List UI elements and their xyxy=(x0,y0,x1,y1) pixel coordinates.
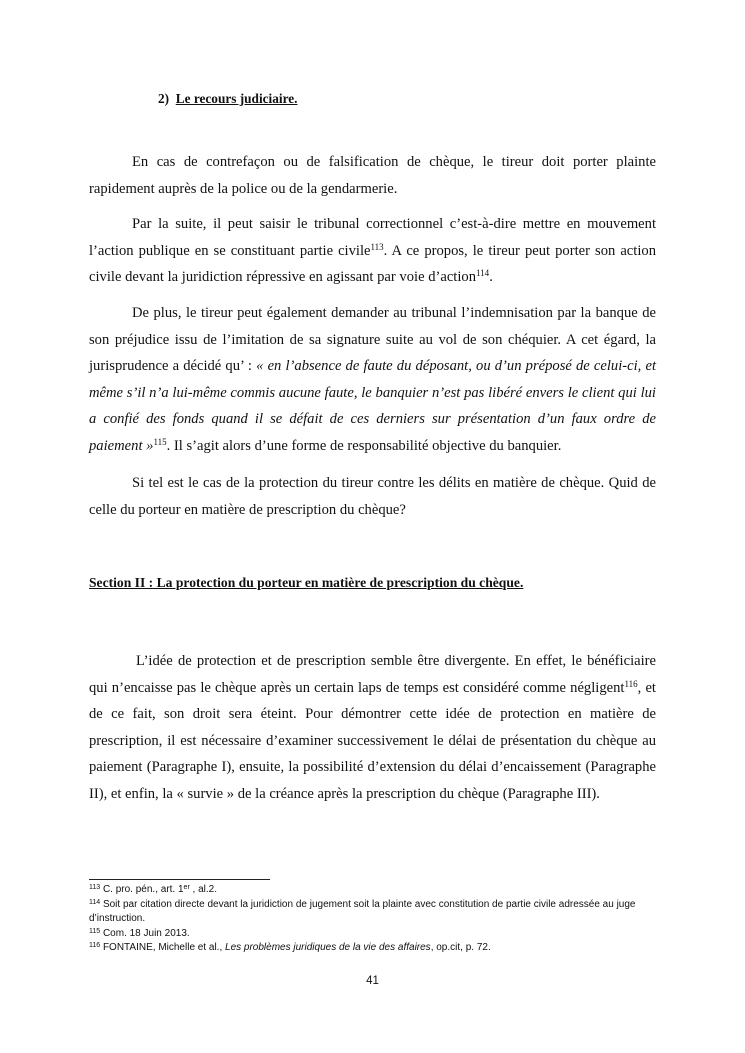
footnote-114: $^{114}$ Soit par citation directe devant la juridiction de jugement soit la plainte avec constitution de partie civile adressée au juge d’instruction. xyxy=(89,898,636,924)
footnote-separator xyxy=(89,879,270,880)
subsection-heading xyxy=(158,91,297,107)
paragraph-2 xyxy=(89,211,656,291)
paragraph-2-text-c: . xyxy=(489,269,493,286)
paragraph-1 xyxy=(89,149,656,202)
footnotes xyxy=(89,883,689,956)
footnote-ref-116: 116 xyxy=(624,678,638,689)
footnote-ref-113: 113 xyxy=(370,241,384,252)
paragraph-3 xyxy=(89,300,656,460)
section-heading: Section II : La protection du porteur en matière de prescription du chèque. xyxy=(89,575,524,590)
heading-number: 2) xyxy=(158,91,170,106)
footnote-116: $^{116}$ FONTAINE, Michelle et al., Les problèmes juridiques de la vie des affaires, op.cit, p. 72. xyxy=(89,942,491,953)
paragraph-4-text: Si tel est le cas de la protection du tireur contre les délits en matière de chèque. Quid de celle du porteur en matière de prescription du chèque? xyxy=(89,475,656,518)
footnote-ref-115: 115 xyxy=(153,436,167,447)
page-number: 41 xyxy=(366,975,379,987)
jurisprudence-quote: « en l’absence de faute du déposant, ou d’un préposé de celui-ci, et même s’il n’a lui-même commis aucune faute, le banquier n’est pas libéré envers le client qui lui a confié des fonds quand il se défait de ces derniers sur présentation d’un faux ordre de paiement » xyxy=(89,358,657,454)
paragraph-1-text: En cas de contrefaçon ou de falsification de chèque, le tireur doit porter plainte rapidement auprès de la police ou de la gendarmerie. xyxy=(89,154,656,197)
heading-title: Le recours judiciaire. xyxy=(175,91,298,106)
paragraph-2-text-b: . A ce propos, le tireur peut porter son action civile devant la juridiction répressive en agissant par voie d’action xyxy=(89,242,656,286)
paragraph-5 xyxy=(89,648,656,808)
paragraph-3-text-a: De plus, le tireur peut également demander au tribunal l’indemnisation par la banque de son préjudice issu de l’imitation de sa signature suite au vol de son chéquier. A cet égard, la jurisprudence a décidé qu’ : xyxy=(89,305,656,375)
footnote-ref-114: 114 xyxy=(476,268,490,279)
paragraph-4 xyxy=(89,470,656,523)
footnote-115: $^{115}$ Com. 18 Juin 2013. xyxy=(89,927,190,939)
paragraph-5-text-b: , et de ce fait, son droit sera éteint. Pour démontrer cette idée de protection en matière de prescription, il est nécessaire d’examiner successivement le délai de présentation du chèque au paiement (Paragraphe I), ensuite, la possibilité d’extension du délai d’encaissement (Paragraphe II), et enfin, la « survie » de la créance après la prescription du chèque (Paragraphe III). xyxy=(89,679,656,802)
paragraph-5-text-a: L’idée de protection et de prescription semble être divergente. En effet, le bénéficiaire qui n’encaisse pas le chèque après un certain laps de temps est considéré comme négligent xyxy=(89,653,656,696)
paragraph-3-text-b: . Il s’agit alors d’une forme de responsabilité objective du banquier. xyxy=(166,437,562,454)
paragraph-2-text-a: Par la suite, il peut saisir le tribunal correctionnel c’est-à-dire mettre en mouvement l’action publique en se constituant partie civile xyxy=(89,216,656,259)
footnote-113: $^{113}$ C. pro. pén., art. 1er , al.2. xyxy=(89,884,218,895)
